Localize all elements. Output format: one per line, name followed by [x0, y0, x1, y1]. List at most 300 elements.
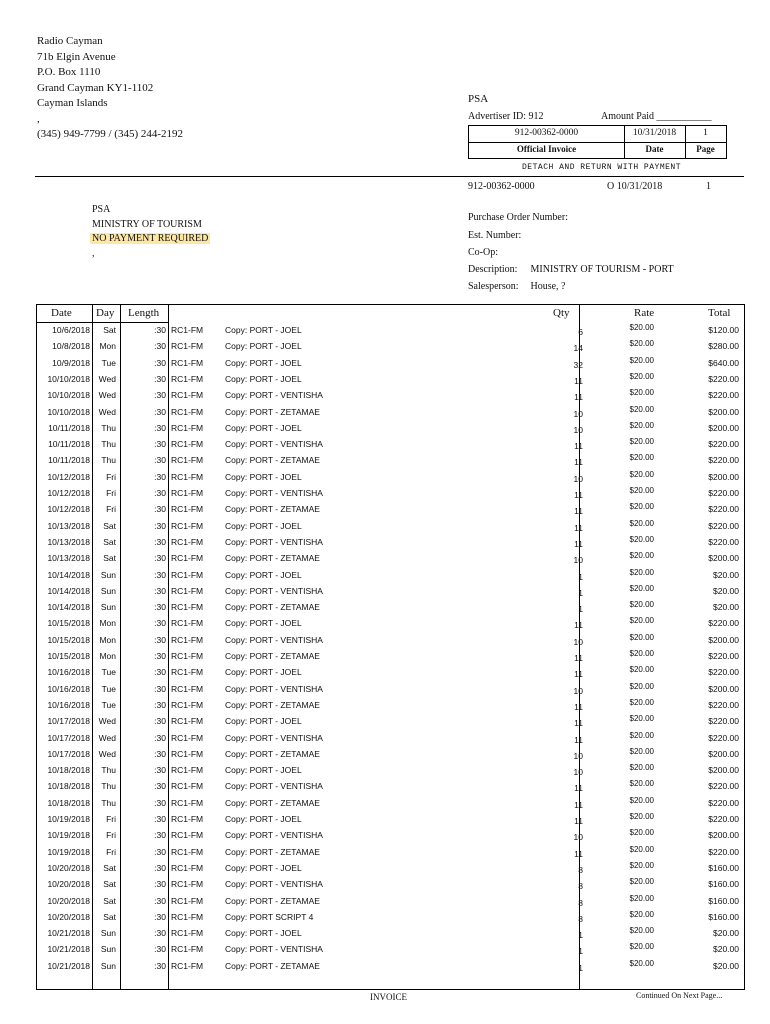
cell-station: RC1-FM [171, 634, 204, 645]
cell-total: $200.00 [708, 553, 739, 564]
cell-date: 10/12/2018 [47, 488, 90, 498]
table-row [37, 372, 744, 388]
cell-station: RC1-FM [171, 488, 204, 498]
cell-length: :30 [154, 471, 166, 482]
cell-date: 10/12/2018 [47, 504, 90, 515]
table-row [37, 323, 744, 339]
cell-total: $200.00 [708, 748, 739, 759]
col-header-date: Date [51, 307, 72, 319]
cell-rate: $20.00 [629, 551, 654, 561]
cell-length: :30 [154, 748, 166, 759]
cell-copy: Copy: PORT - JOEL [225, 618, 302, 629]
cell-rate: $20.00 [629, 420, 654, 430]
cell-copy: Copy: PORT - ZETAMAE [225, 602, 320, 613]
cell-total: $160.00 [708, 862, 739, 873]
cell-copy: Copy: PORT - VENTISHA [225, 683, 323, 694]
cell-qty: 8 [578, 864, 583, 875]
cell-length: :30 [154, 667, 166, 678]
cell-date: 10/13/2018 [47, 553, 90, 564]
cell-length: :30 [154, 504, 166, 515]
coop-label: Co-Op: [468, 247, 498, 258]
cell-copy: Copy: PORT - VENTISHA [225, 781, 323, 792]
cell-day: Tue [101, 357, 116, 368]
cell-station: RC1-FM [171, 732, 204, 743]
cell-day: Tue [101, 699, 116, 710]
cell-date: 10/17/2018 [47, 748, 90, 759]
cell-day: Fri [106, 830, 116, 841]
cell-length: :30 [154, 928, 166, 939]
cell-station: RC1-FM [171, 797, 204, 808]
cell-length: :30 [154, 585, 166, 596]
line-items-table [36, 304, 745, 990]
cell-date: 10/21/2018 [47, 944, 90, 955]
cell-station: RC1-FM [171, 765, 204, 776]
cell-day: Fri [106, 488, 116, 498]
table-row [37, 682, 744, 698]
col-header-day: Day [96, 307, 115, 319]
cell-length: :30 [154, 895, 166, 906]
sender-line: 71b Elgin Avenue [37, 50, 116, 63]
cell-copy: Copy: PORT - JOEL [225, 357, 302, 368]
cell-day: Sat [103, 879, 116, 890]
cell-rate: $20.00 [629, 730, 654, 740]
cell-date: 10/11/2018 [48, 439, 90, 450]
cell-day: Wed [98, 406, 116, 417]
cell-length: :30 [154, 797, 166, 808]
cell-qty: 11 [574, 392, 583, 403]
cell-date: 10/16/2018 [47, 683, 90, 694]
cell-date: 10/10/2018 [47, 390, 90, 401]
cell-total: $220.00 [708, 520, 739, 531]
cell-rate: $20.00 [629, 649, 654, 658]
cell-rate: $20.00 [629, 534, 654, 544]
cell-day: Wed [98, 390, 116, 401]
cell-date: 10/6/2018 [52, 325, 90, 335]
official-invoice-box [468, 125, 727, 159]
cell-qty: 1 [578, 587, 583, 598]
cell-station: RC1-FM [171, 846, 204, 857]
table-row [37, 519, 744, 535]
detach-line [35, 176, 744, 177]
cell-length: :30 [154, 422, 166, 433]
table-row [37, 502, 744, 518]
stub-date: O 10/31/2018 [607, 181, 663, 192]
cell-copy: Copy: PORT - ZETAMAE [225, 960, 320, 971]
salesperson-row [468, 281, 566, 292]
cell-copy: Copy: PORT - ZETAMAE [225, 797, 320, 808]
cell-date: 10/12/2018 [47, 471, 90, 482]
cell-rate: $20.00 [629, 697, 654, 707]
cell-date: 10/15/2018 [47, 651, 90, 661]
cell-day: Sat [103, 325, 116, 335]
cell-rate: $20.00 [629, 812, 654, 821]
cell-qty: 1 [578, 930, 583, 941]
table-row [37, 910, 744, 926]
cell-date: 10/17/2018 [47, 732, 90, 743]
cell-length: :30 [154, 455, 166, 466]
cell-copy: Copy: PORT - VENTISHA [225, 585, 323, 596]
cell-length: :30 [154, 830, 166, 841]
cell-length: :30 [154, 765, 166, 776]
cell-date: 10/19/2018 [47, 814, 90, 824]
salesperson-label: Salesperson: [468, 281, 519, 292]
cell-total: $640.00 [708, 357, 739, 368]
cell-qty: 1 [578, 962, 583, 973]
cell-date: 10/13/2018 [47, 520, 90, 531]
cell-length: :30 [154, 602, 166, 613]
cell-day: Wed [98, 732, 116, 743]
cell-copy: Copy: PORT - JOEL [225, 667, 302, 678]
sender-line: Cayman Islands [37, 97, 108, 109]
cell-day: Fri [106, 814, 116, 824]
cell-day: Sun [100, 928, 116, 939]
cell-station: RC1-FM [171, 699, 204, 710]
cell-total: $220.00 [708, 536, 739, 547]
cell-rate: $20.00 [629, 926, 654, 936]
cell-day: Sat [103, 536, 116, 547]
cell-qty: 11 [574, 522, 583, 533]
cell-date: 10/21/2018 [47, 928, 90, 939]
cell-day: Sun [100, 944, 116, 955]
cell-day: Thu [101, 422, 116, 433]
cell-day: Sat [103, 862, 116, 873]
cell-date: 10/16/2018 [47, 699, 90, 710]
table-row [37, 535, 744, 551]
cell-station: RC1-FM [171, 553, 204, 564]
amount-paid: Amount Paid ___________ [601, 111, 712, 122]
cell-total: $200.00 [708, 471, 739, 482]
cell-station: RC1-FM [171, 520, 204, 531]
cell-length: :30 [154, 716, 166, 727]
cell-length: :30 [154, 553, 166, 564]
cell-rate: $20.00 [629, 958, 654, 968]
cell-station: RC1-FM [171, 390, 204, 401]
cell-rate: $20.00 [629, 469, 654, 479]
cell-length: :30 [154, 732, 166, 743]
cell-day: Fri [106, 504, 116, 515]
cell-station: RC1-FM [171, 373, 204, 384]
sender-line: , [37, 112, 40, 125]
cell-qty: 8 [578, 897, 583, 908]
cell-rate: $20.00 [629, 583, 654, 593]
cell-rate: $20.00 [629, 600, 654, 610]
cell-rate: $20.00 [629, 404, 654, 414]
cell-copy: Copy: PORT - VENTISHA [225, 732, 323, 743]
cell-date: 10/11/2018 [48, 455, 90, 466]
cell-day: Sun [100, 585, 116, 596]
cell-rate: $20.00 [629, 909, 654, 919]
est-number-label: Est. Number: [468, 230, 522, 241]
cell-length: :30 [154, 862, 166, 873]
table-row [37, 551, 744, 567]
cell-total: $220.00 [708, 846, 739, 857]
cell-day: Mon [99, 341, 116, 352]
cell-copy: Copy: PORT SCRIPT 4 [225, 911, 314, 922]
cell-qty: 1 [578, 571, 583, 582]
cell-rate: $20.00 [629, 828, 654, 838]
cell-day: Wed [98, 373, 116, 384]
cell-copy: Copy: PORT - ZETAMAE [225, 504, 320, 515]
cell-total: $120.00 [708, 325, 739, 335]
cell-copy: Copy: PORT - JOEL [225, 814, 302, 824]
cell-total: $20.00 [713, 569, 739, 580]
cell-date: 10/14/2018 [47, 585, 90, 596]
cell-rate: $20.00 [629, 339, 654, 349]
cell-copy: Copy: PORT - VENTISHA [225, 390, 323, 401]
cell-length: :30 [154, 781, 166, 792]
table-row [37, 731, 744, 747]
cell-station: RC1-FM [171, 781, 204, 792]
table-row [37, 763, 744, 779]
cell-station: RC1-FM [171, 325, 204, 335]
table-row [37, 779, 744, 795]
bill-to-line: PSA [92, 204, 111, 215]
cell-rate: $20.00 [629, 779, 654, 789]
sender-line: Grand Cayman KY1-1102 [37, 81, 154, 94]
cell-rate: $20.00 [629, 942, 654, 952]
table-row [37, 600, 744, 616]
description-value: MINISTRY OF TOURISM - PORT [530, 264, 674, 275]
cell-total: $160.00 [708, 895, 739, 906]
cell-qty: 11 [574, 620, 583, 631]
cell-date: 10/10/2018 [47, 373, 90, 384]
cell-length: :30 [154, 911, 166, 922]
cell-total: $220.00 [708, 618, 739, 629]
cell-date: 10/20/2018 [47, 895, 90, 906]
cell-date: 10/17/2018 [47, 716, 90, 727]
table-row [37, 828, 744, 844]
cell-station: RC1-FM [171, 602, 204, 613]
cell-station: RC1-FM [171, 667, 204, 678]
cell-length: :30 [154, 651, 166, 661]
cell-qty: 10 [573, 750, 583, 761]
cell-copy: Copy: PORT - JOEL [225, 325, 302, 335]
cell-qty: 11 [574, 783, 583, 794]
continued-notice: Continued On Next Page... [636, 991, 723, 1000]
cell-station: RC1-FM [171, 862, 204, 873]
detach-notice: DETACH AND RETURN WITH PAYMENT [522, 163, 682, 172]
cell-station: RC1-FM [171, 422, 204, 433]
cell-total: $200.00 [708, 765, 739, 776]
cell-day: Tue [101, 667, 116, 678]
table-row [37, 698, 744, 714]
cell-length: :30 [154, 536, 166, 547]
cell-total: $220.00 [708, 373, 739, 384]
cell-qty: 11 [574, 718, 583, 729]
cell-rate: $20.00 [629, 388, 654, 398]
cell-day: Sat [103, 520, 116, 531]
cell-station: RC1-FM [171, 895, 204, 906]
date-label: Date [645, 144, 664, 154]
cell-copy: Copy: PORT - VENTISHA [225, 536, 323, 547]
cell-date: 10/19/2018 [47, 830, 90, 841]
cell-total: $220.00 [708, 797, 739, 808]
cell-qty: 10 [573, 555, 583, 566]
invoice-date: 10/31/2018 [632, 128, 677, 138]
cell-copy: Copy: PORT - ZETAMAE [225, 846, 320, 857]
cell-qty: 11 [574, 490, 583, 500]
cell-length: :30 [154, 879, 166, 890]
invoice-client: PSA [468, 93, 489, 105]
stub-page: 1 [706, 181, 711, 192]
cell-qty: 8 [578, 913, 583, 924]
cell-rate: $20.00 [629, 681, 654, 691]
cell-date: 10/18/2018 [47, 797, 90, 808]
cell-rate: $20.00 [629, 844, 654, 854]
cell-station: RC1-FM [171, 928, 204, 939]
cell-qty: 14 [573, 343, 583, 354]
cell-station: RC1-FM [171, 471, 204, 482]
table-row [37, 421, 744, 437]
col-header-total: Total [708, 307, 731, 319]
table-row [37, 633, 744, 649]
bill-to [92, 203, 210, 261]
cell-rate: $20.00 [629, 746, 654, 756]
cell-total: $20.00 [713, 602, 739, 613]
cell-copy: Copy: PORT - ZETAMAE [225, 895, 320, 906]
cell-date: 10/15/2018 [47, 618, 90, 629]
bill-to-line: MINISTRY OF TOURISM [92, 218, 202, 230]
cell-qty: 10 [573, 408, 583, 419]
cell-station: RC1-FM [171, 683, 204, 694]
table-row [37, 959, 744, 975]
cell-qty: 10 [573, 832, 583, 843]
cell-length: :30 [154, 814, 166, 824]
cell-date: 10/9/2018 [52, 357, 90, 368]
cell-rate: $20.00 [629, 616, 654, 626]
cell-qty: 11 [574, 816, 583, 826]
cell-qty: 11 [574, 669, 583, 680]
cell-qty: 11 [574, 653, 583, 663]
cell-length: :30 [154, 569, 166, 580]
salesperson-value: House, ? [530, 281, 566, 292]
table-row [37, 486, 744, 502]
cell-day: Sat [103, 911, 116, 922]
table-row [37, 747, 744, 763]
table-row [37, 616, 744, 632]
cell-rate: $20.00 [629, 437, 654, 447]
footer-invoice-label: INVOICE [370, 992, 407, 1002]
col-header-length: Length [128, 307, 160, 319]
cell-rate: $20.00 [629, 714, 654, 724]
cell-total: $220.00 [708, 439, 739, 450]
table-row [37, 356, 744, 372]
cell-qty: 10 [573, 636, 583, 647]
cell-length: :30 [154, 618, 166, 629]
cell-rate: $20.00 [629, 518, 654, 528]
table-row [37, 942, 744, 958]
invoice-number: 912-00362-0000 [514, 128, 579, 138]
cell-day: Sun [100, 602, 116, 613]
cell-copy: Copy: PORT - JOEL [225, 373, 302, 384]
cell-station: RC1-FM [171, 618, 204, 629]
cell-qty: 10 [573, 473, 583, 484]
cell-total: $160.00 [708, 879, 739, 890]
cell-date: 10/13/2018 [47, 536, 90, 547]
cell-qty: 32 [573, 359, 583, 370]
cell-day: Wed [98, 748, 116, 759]
cell-rate: $20.00 [629, 323, 654, 332]
cell-station: RC1-FM [171, 536, 204, 547]
cell-qty: 11 [574, 506, 583, 517]
cell-copy: Copy: PORT - VENTISHA [225, 488, 323, 498]
cell-qty: 11 [574, 457, 583, 468]
cell-qty: 1 [578, 604, 583, 615]
cell-day: Thu [101, 765, 116, 776]
table-row [37, 453, 744, 469]
cell-length: :30 [154, 634, 166, 645]
cell-length: :30 [154, 520, 166, 531]
cell-total: $220.00 [708, 699, 739, 710]
cell-day: Tue [101, 683, 116, 694]
cell-length: :30 [154, 846, 166, 857]
sender-line: (345) 949-7799 / (345) 244-2192 [37, 128, 184, 140]
cell-copy: Copy: PORT - ZETAMAE [225, 406, 320, 417]
table-row [37, 845, 744, 861]
col-header-rate: Rate [634, 307, 655, 319]
cell-rate: $20.00 [629, 877, 654, 887]
cell-station: RC1-FM [171, 406, 204, 417]
cell-total: $200.00 [708, 830, 739, 841]
cell-rate: $20.00 [629, 567, 654, 577]
cell-rate: $20.00 [629, 795, 654, 805]
table-row [37, 568, 744, 584]
table-row [37, 584, 744, 600]
cell-total: $20.00 [713, 944, 739, 955]
cell-qty: 11 [574, 848, 583, 859]
cell-qty: 10 [573, 767, 583, 778]
cell-qty: 10 [573, 685, 583, 696]
cell-total: $200.00 [708, 422, 739, 433]
cell-rate: $20.00 [629, 763, 654, 773]
cell-station: RC1-FM [171, 455, 204, 466]
cell-copy: Copy: PORT - ZETAMAE [225, 455, 320, 466]
cell-copy: Copy: PORT - ZETAMAE [225, 651, 320, 661]
cell-date: 10/15/2018 [47, 634, 90, 645]
table-row [37, 470, 744, 486]
cell-station: RC1-FM [171, 357, 204, 368]
cell-date: 10/14/2018 [47, 602, 90, 613]
cell-copy: Copy: PORT - JOEL [225, 862, 302, 873]
cell-copy: Copy: PORT - VENTISHA [225, 634, 323, 645]
cell-date: 10/8/2018 [52, 341, 90, 352]
cell-day: Sun [100, 960, 116, 971]
cell-qty: 11 [574, 701, 583, 712]
cell-length: :30 [154, 373, 166, 384]
cell-total: $220.00 [708, 667, 739, 678]
cell-total: $200.00 [708, 683, 739, 694]
table-row [37, 339, 744, 355]
cell-length: :30 [154, 488, 166, 498]
cell-day: Mon [99, 651, 116, 661]
cell-date: 10/20/2018 [47, 879, 90, 890]
cell-day: Fri [106, 471, 116, 482]
cell-length: :30 [154, 439, 166, 450]
cell-total: $280.00 [708, 341, 739, 352]
cell-day: Wed [98, 716, 116, 727]
table-row [37, 649, 744, 665]
cell-copy: Copy: PORT - ZETAMAE [225, 699, 320, 710]
cell-day: Thu [101, 781, 116, 792]
cell-date: 10/19/2018 [47, 846, 90, 857]
cell-length: :30 [154, 406, 166, 417]
cell-station: RC1-FM [171, 651, 204, 661]
cell-date: 10/14/2018 [47, 569, 90, 580]
sender-line: Radio Cayman [37, 35, 103, 47]
table-row [37, 861, 744, 877]
cell-rate: $20.00 [629, 502, 654, 512]
cell-copy: Copy: PORT - VENTISHA [225, 879, 323, 890]
